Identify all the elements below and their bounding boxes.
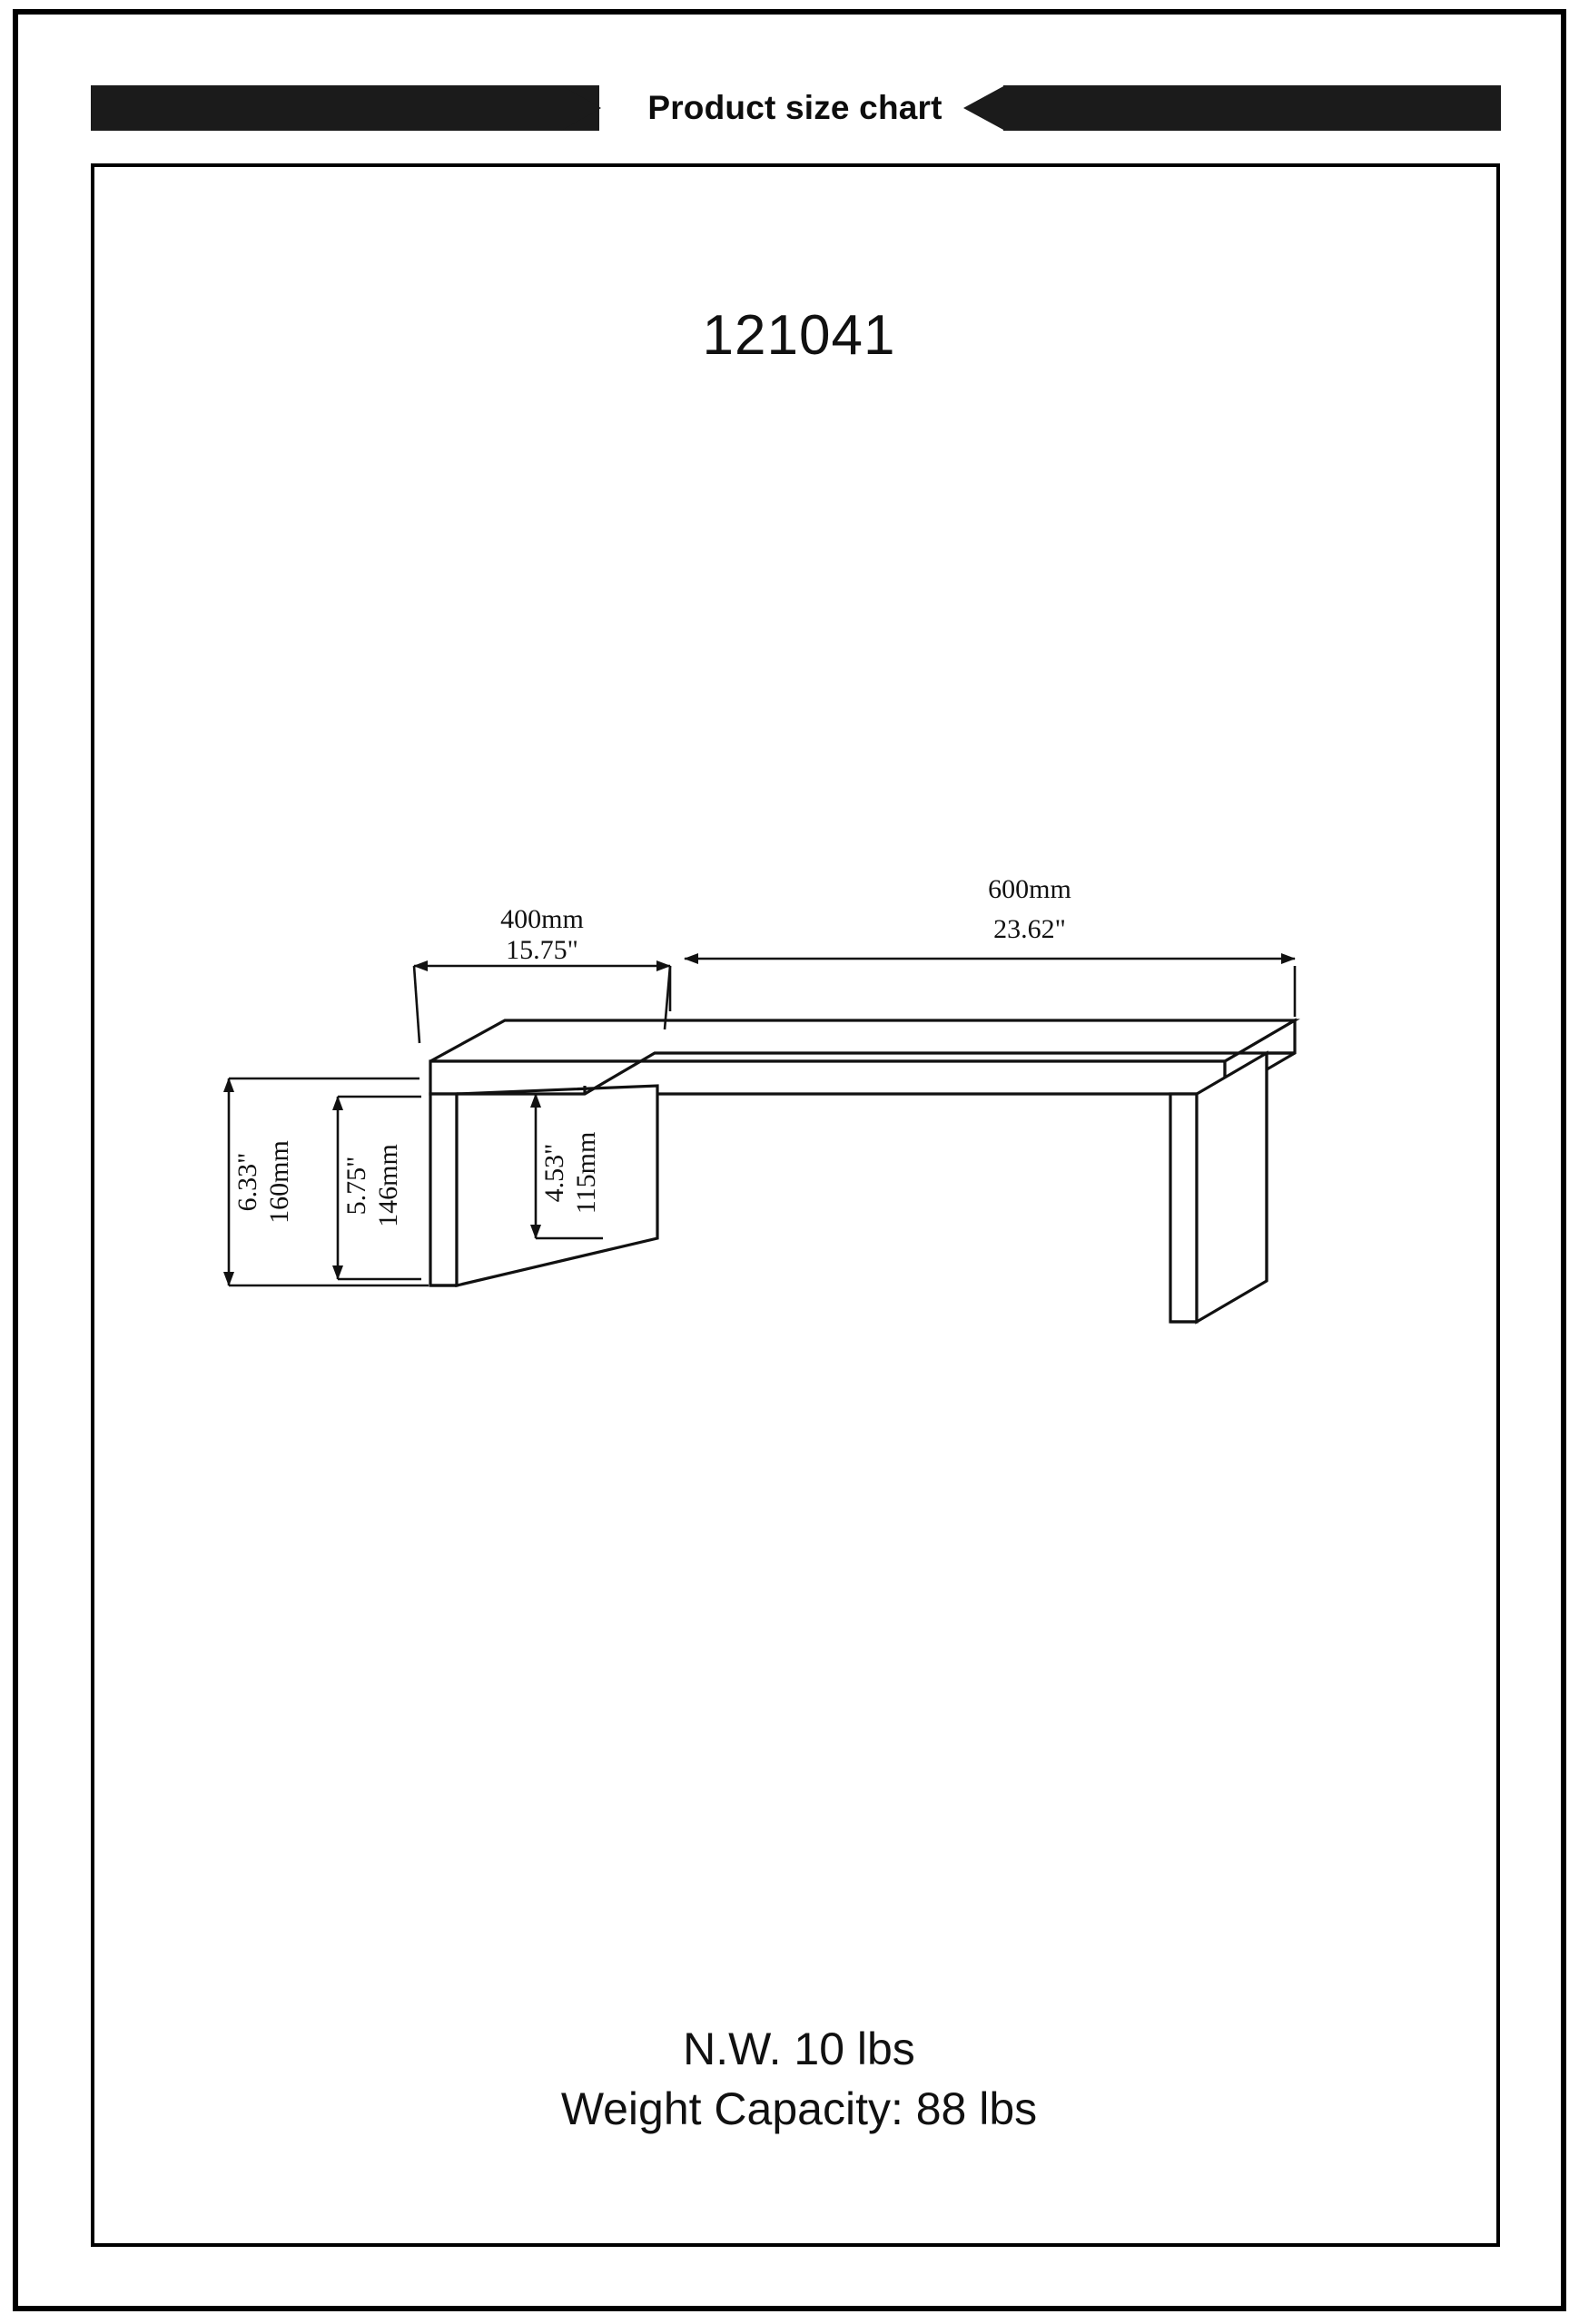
dim-height-mm: 160mm — [264, 1140, 294, 1224]
dim-clearance-in: 4.53" — [539, 1143, 569, 1203]
page-title: Product size chart — [647, 89, 942, 126]
footer-specs — [94, 2019, 1504, 2139]
dim-width-in: 23.62" — [993, 914, 1066, 944]
dim-depth-mm: 400mm — [500, 904, 584, 934]
net-weight-label: N.W. 10 lbs — [683, 2024, 915, 2074]
header-banner — [18, 85, 1572, 136]
dim-depth-in: 15.75" — [506, 935, 578, 965]
product-dimension-drawing — [94, 167, 1504, 2250]
dim-leg-in: 5.75" — [341, 1156, 371, 1216]
page-border — [13, 9, 1566, 2311]
dim-width-mm: 600mm — [988, 874, 1071, 904]
dim-leg-mm: 146mm — [373, 1144, 403, 1227]
model-number: 121041 — [702, 304, 896, 367]
dim-clearance-mm: 115mm — [571, 1131, 601, 1215]
dim-height-in: 6.33" — [232, 1152, 262, 1212]
weight-capacity-label: Weight Capacity: 88 lbs — [560, 2083, 1038, 2134]
content-panel — [91, 163, 1500, 2247]
